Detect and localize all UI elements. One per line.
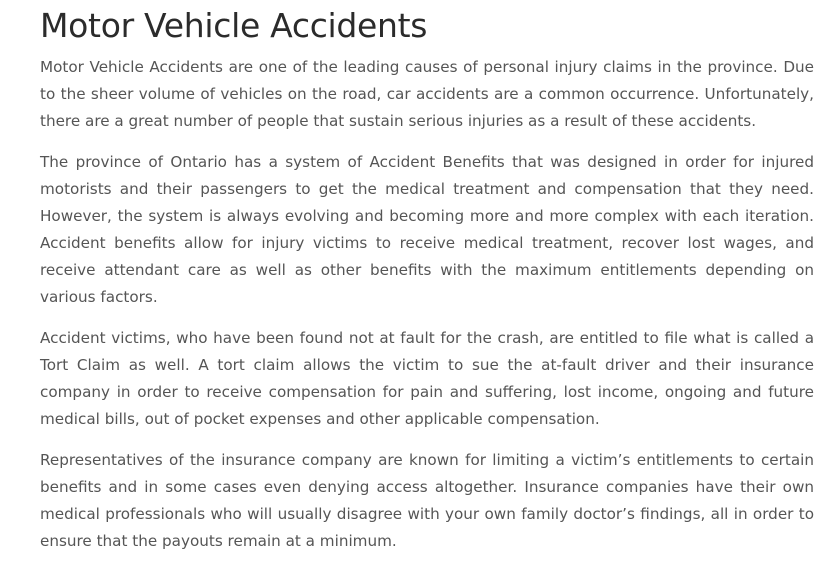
paragraph-insurance-representatives: Representatives of the insurance company are known for limiting a victim’s entitlements to certain benefits and in some cases even denying access altogether. Insurance companies have their own medical professionals who will usually disagree with your own family doctor’s findings, all in order to ensure that the payouts remain at a minimum. — [40, 451, 814, 550]
page-title: Motor Vehicle Accidents — [40, 6, 428, 45]
paragraph-tort-claim: Accident victims, who have been found not at fault for the crash, are entitled to file what is called a Tort Claim as well. A tort claim allows the victim to sue the at-fault driver and their insurance company in order to receive compensation for pain and suffering, lost income, ongoing and future medical bills, out of pocket expenses and other applicable compensation. — [40, 329, 814, 428]
paragraph-intro: Motor Vehicle Accidents are one of the leading causes of personal injury claims in the province. Due to the sheer volume of vehicles on the road, car accidents are a common occurrence. Unfortunately, there are a great number of people that sustain serious injuries as a result of these accidents. — [40, 58, 814, 130]
paragraph-accident-benefits: The province of Ontario has a system of Accident Benefits that was designed in order for injured motorists and their passengers to get the medical treatment and compensation that they need. However, the system is always evolving and becoming more and more complex with each iteration. Accident benefits allow for injury victims to receive medical treatment, recover lost wages, and receive attendant care as well as other benefits with the maximum entitlements depending on various factors. — [40, 153, 814, 306]
article — [40, 0, 814, 569]
